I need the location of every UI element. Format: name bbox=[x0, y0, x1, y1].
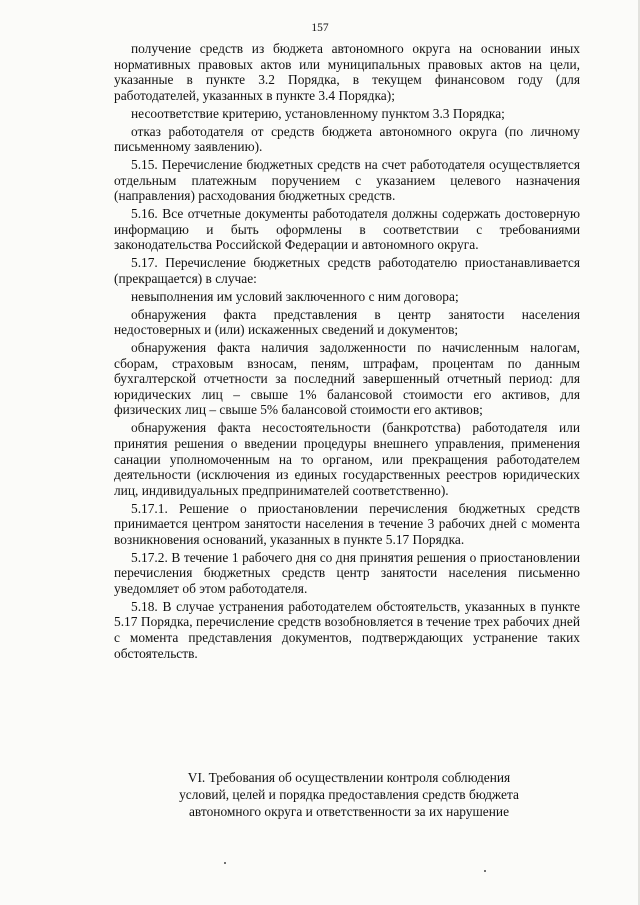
paragraph: 5.15. Перечисление бюджетных средств на счет работодателя осуществляется отдельным платежным поручением с указанием целевого назначения (направления) расходования бюджетных средств. bbox=[114, 157, 580, 204]
paragraph: обнаружения факта наличия задолженности по начисленным налогам, сборам, страховым взносам, пеням, штрафам, процентам по данным бухгалтерской отчетности за последний завершенный отчетный период: для юридических лиц – свыше 1% балансовой стоимости его активов, для физических лиц – свыше 5% балансовой стоимости его активов; bbox=[114, 340, 580, 418]
page-number: 157 bbox=[311, 22, 329, 34]
paragraph: 5.17. Перечисление бюджетных средств работодателю приостанавливается (прекращается) в случае: bbox=[114, 255, 580, 286]
paragraph: обнаружения факта представления в центр занятости населения недостоверных и (или) искаженных сведений и документов; bbox=[114, 306, 580, 338]
paragraph: 5.18. В случае устранения работодателем обстоятельств, указанных в пункте 5.17 Порядка, перечисление средств возобновляется в течение трех рабочих дней с момента представления документов, подтверждающих устранение таких обстоятельств. bbox=[114, 598, 580, 661]
paragraph: получение средств из бюджета автономного округа на основании иных нормативных правовых актов или муниципальных правовых актов на цели, указанные в пункте 3.2 Порядка, в текущем финансовом году (для работодателей, указанных в пункте 3.4 Порядка); bbox=[114, 41, 580, 103]
paragraph: невыполнения им условий заключенного с ним договора; bbox=[131, 288, 459, 304]
paragraph: 5.17.2. В течение 1 рабочего дня со дня принятия решения о приостановлении перечисления бюджетных средств центр занятости населения письменно уведомляет об этом работодателя. bbox=[114, 549, 580, 596]
paragraph: 5.17.1. Решение о приостановлении перечисления бюджетных средств принимается центром занятости населения в течение 3 рабочих дней с момента возникновения оснований, указанных в пункте 5.17 Порядка. bbox=[114, 500, 580, 547]
scan-speck bbox=[484, 870, 486, 872]
section-heading-line: условий, целей и порядка предоставления средств бюджета bbox=[179, 787, 519, 802]
section-heading-line: VI. Требования об осуществлении контроля соблюдения bbox=[187, 770, 511, 785]
paragraph: отказ работодателя от средств бюджета автономного округа (по личному письменному заявлению). bbox=[114, 123, 580, 155]
paragraph: обнаружения факта несостоятельности (банкротства) работодателя или принятия решения о введении процедуры внешнего управления, применения санации уполномоченным на то органом, или прекращения работодателем деятельности (исключения из единых государственных реестров юридических лиц, индивидуальных предпринимателей соответственно). bbox=[114, 420, 580, 498]
paragraph: несоответствие критерию, установленному пунктом 3.3 Порядка; bbox=[131, 105, 505, 121]
section-heading bbox=[126, 769, 572, 820]
section-heading-line: автономного округа и ответственности за их нарушение bbox=[188, 804, 510, 819]
scan-speck bbox=[224, 862, 226, 864]
body-text bbox=[114, 41, 580, 661]
paragraph: 5.16. Все отчетные документы работодателя должны содержать достоверную информацию и быть оформлены в соответствии с требованиями законодательства Российской Федерации и автономного округа. bbox=[114, 206, 580, 253]
